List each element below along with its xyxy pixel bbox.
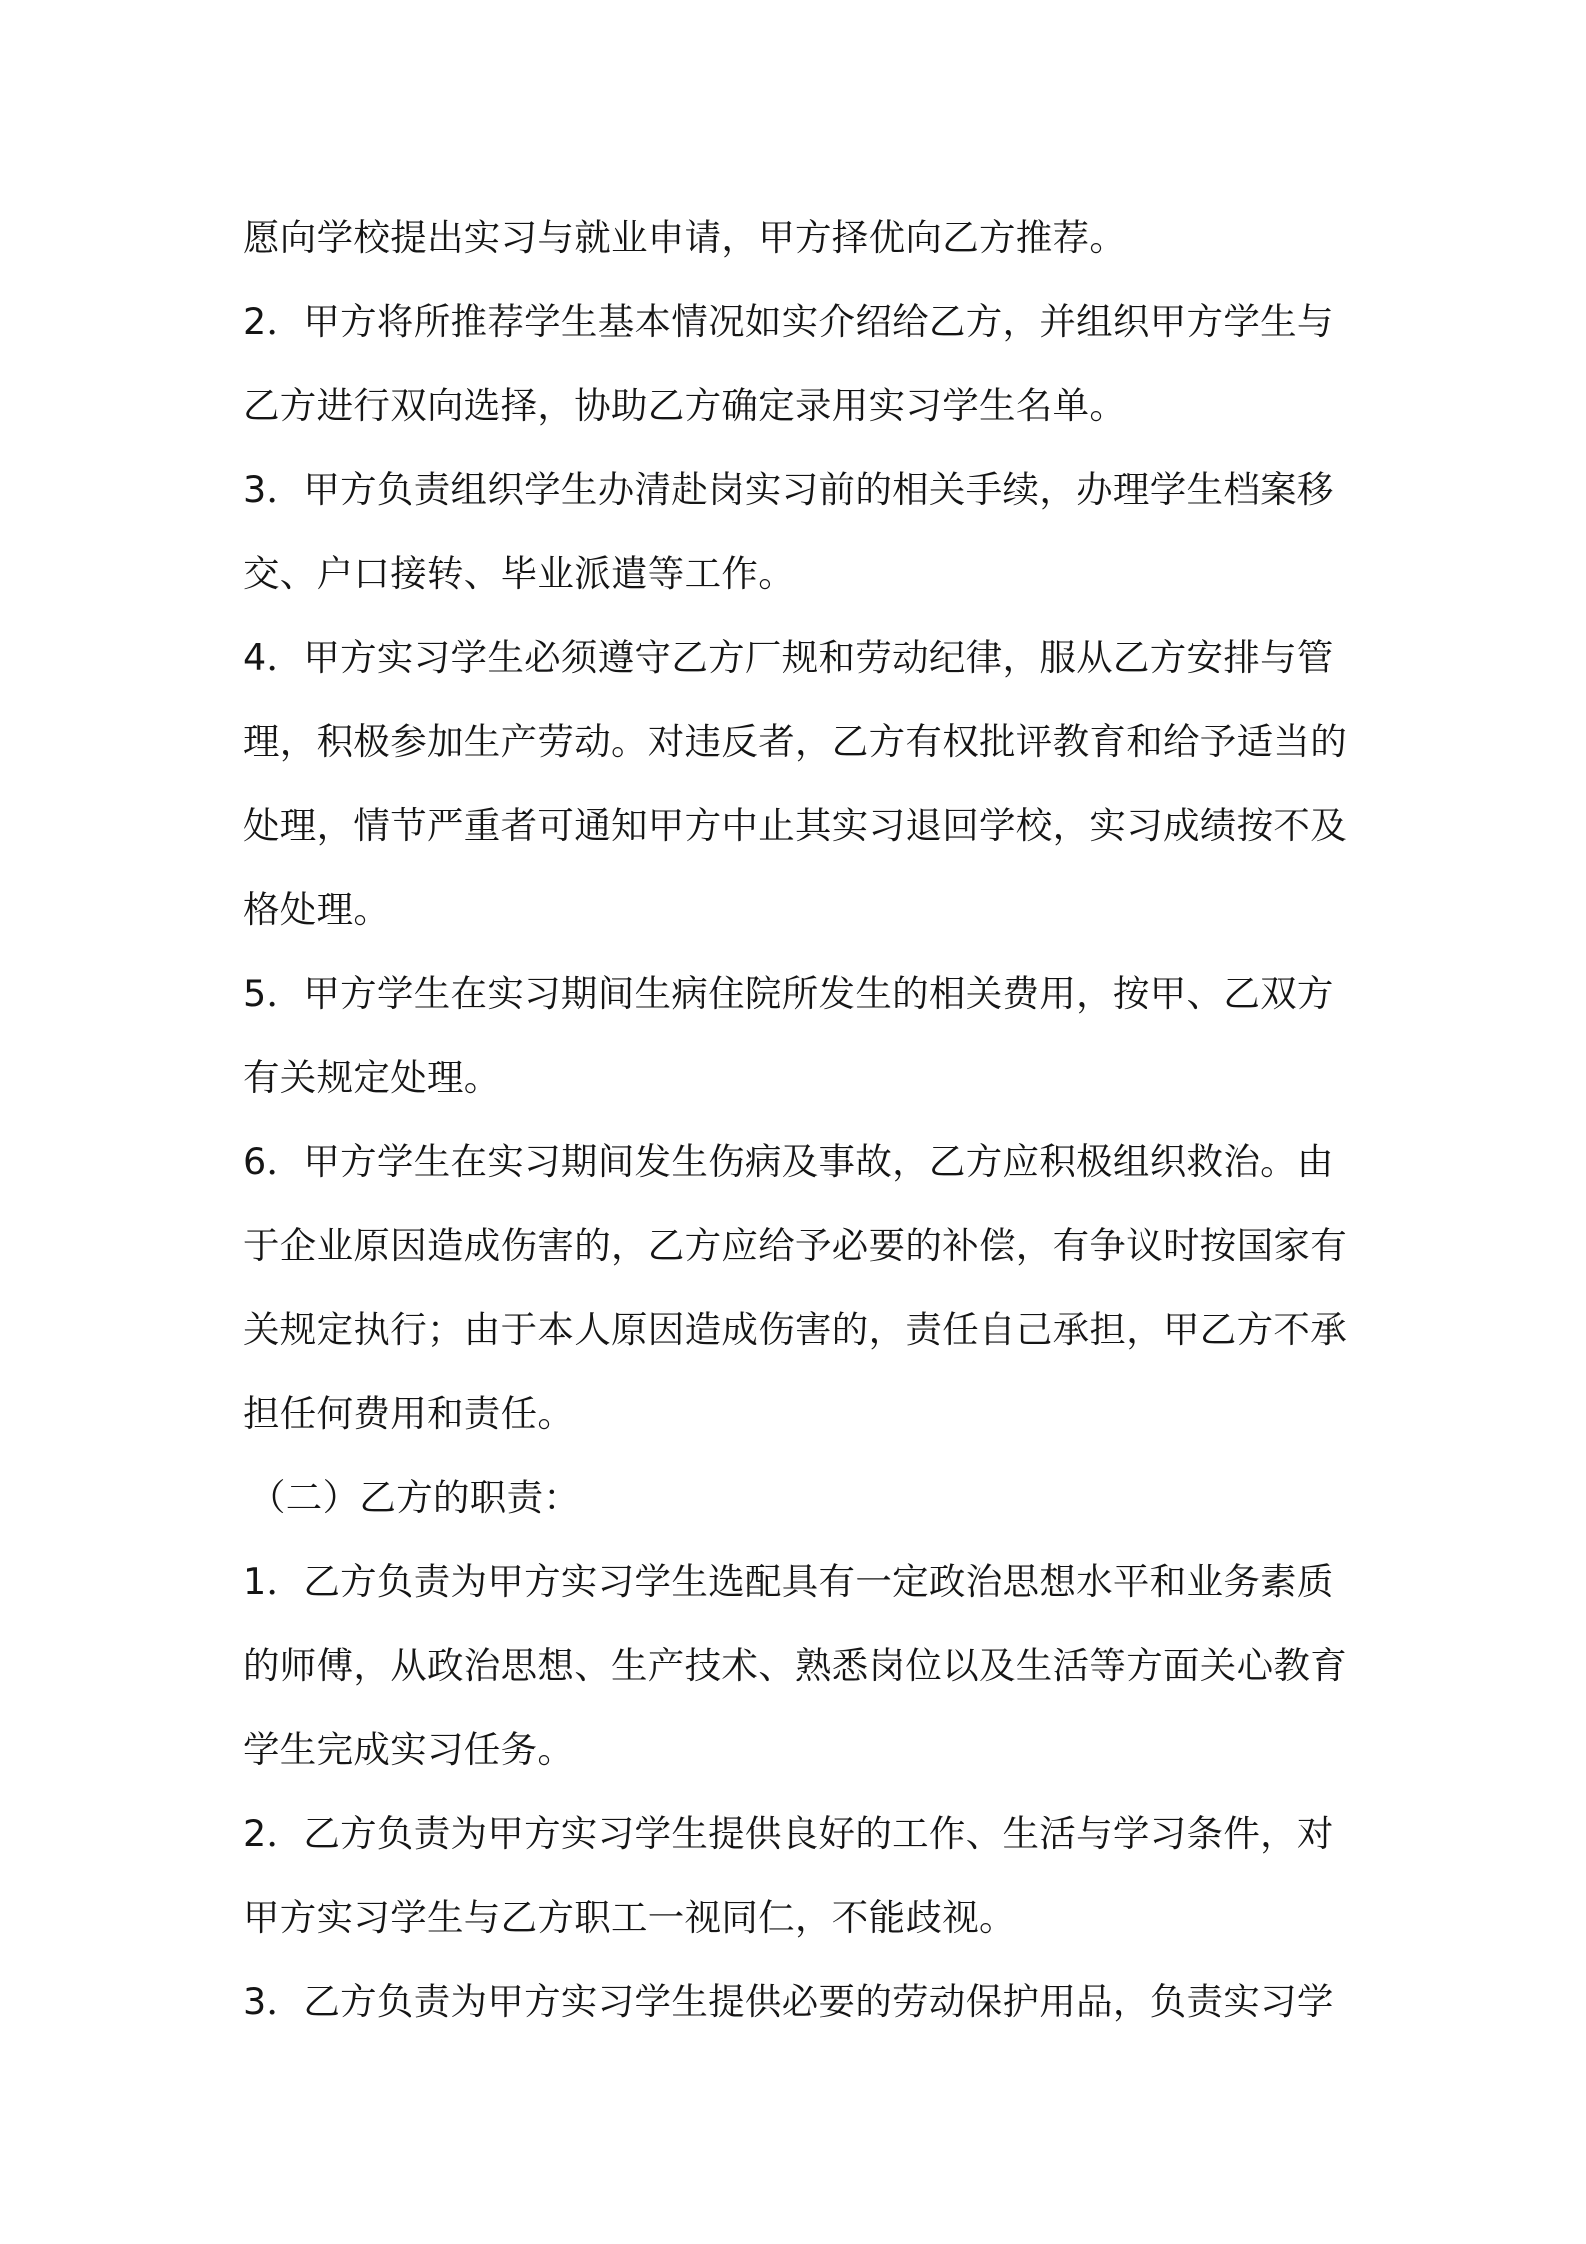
- text-line: 2．乙方负责为甲方实习学生提供良好的工作、生活与学习条件，对: [243, 1812, 1334, 1855]
- text-line: 5．甲方学生在实习期间生病住院所发生的相关费用，按甲、乙双方: [243, 972, 1334, 1015]
- text-line: 有关规定处理。: [243, 1056, 501, 1099]
- text-line: 的师傅，从政治思想、生产技术、熟悉岗位以及生活等方面关心教育: [243, 1644, 1347, 1687]
- text-line: 4．甲方实习学生必须遵守乙方厂规和劳动纪律，服从乙方安排与管: [243, 636, 1334, 679]
- text-line: 理，积极参加生产劳动。对违反者，乙方有权批评教育和给予适当的: [243, 720, 1347, 763]
- text-line: 3．甲方负责组织学生办清赴岗实习前的相关手续，办理学生档案移: [243, 468, 1334, 511]
- text-line: 担任何费用和责任。: [243, 1392, 575, 1435]
- text-line: 1．乙方负责为甲方实习学生选配具有一定政治思想水平和业务素质: [243, 1560, 1334, 1603]
- document-body: [243, 196, 1363, 2044]
- text-line: 交、户口接转、毕业派遣等工作。: [243, 552, 795, 595]
- text-line: 关规定执行；由于本人原因造成伤害的，责任自己承担，甲乙方不承: [243, 1308, 1347, 1351]
- section-heading: （二）乙方的职责：: [249, 1476, 581, 1519]
- text-line: 3．乙方负责为甲方实习学生提供必要的劳动保护用品，负责实习学: [243, 1980, 1334, 2023]
- text-line: 学生完成实习任务。: [243, 1728, 575, 1771]
- text-line: 愿向学校提出实习与就业申请，甲方择优向乙方推荐。: [243, 216, 1127, 259]
- text-line: 6．甲方学生在实习期间发生伤病及事故，乙方应积极组织救治。由: [243, 1140, 1334, 1183]
- text-line: 2．甲方将所推荐学生基本情况如实介绍给乙方，并组织甲方学生与: [243, 300, 1334, 343]
- text-line: 于企业原因造成伤害的，乙方应给予必要的补偿，有争议时按国家有: [243, 1224, 1347, 1267]
- text-line: 处理，情节严重者可通知甲方中止其实习退回学校，实习成绩按不及: [243, 804, 1347, 847]
- text-line: 乙方进行双向选择，协助乙方确定录用实习学生名单。: [243, 384, 1127, 427]
- text-line: 格处理。: [243, 888, 391, 931]
- text-line: 甲方实习学生与乙方职工一视同仁，不能歧视。: [243, 1896, 1016, 1939]
